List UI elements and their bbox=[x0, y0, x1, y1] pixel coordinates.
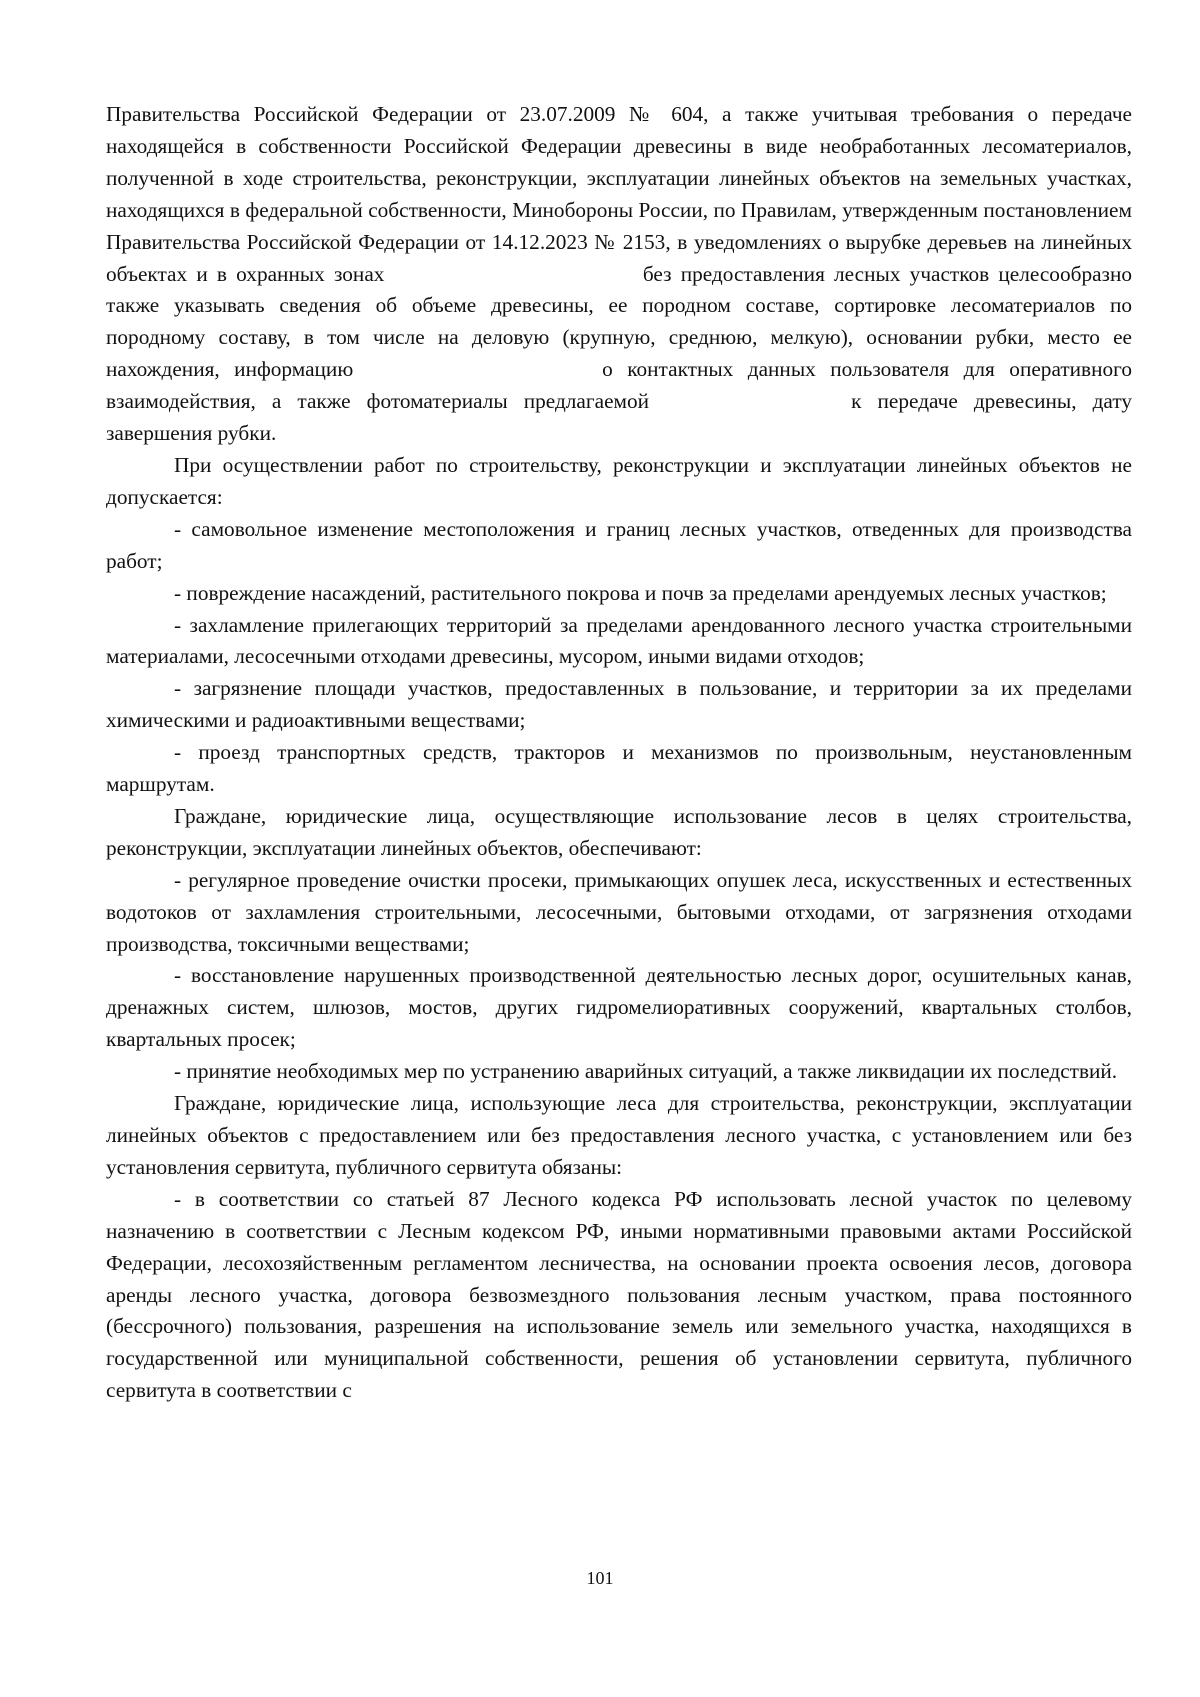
paragraph-text: без предоставления лесных участков целесообразно также указывать сведения об объеме древесины, ее породном составе, сортировке лесоматериалов по породному составу, в том числе на деловую (крупную, среднюю, мелкую), основании рубки, место ее нахождения, информацию bbox=[106, 261, 1133, 382]
list-item: - загрязнение площади участков, предоставленных в пользование, и территории за их пределами химическими и радиоактивными веществами; bbox=[106, 676, 1132, 733]
paragraph: Граждане, юридические лица, осуществляющие использование лесов в целях строительства, реконструкции, эксплуатации линейных объектов, обеспечивают: bbox=[106, 803, 1132, 860]
paragraph-text: к передаче древесины, дату завершения рубки. bbox=[106, 389, 1133, 446]
page-body bbox=[106, 99, 1132, 1407]
paragraph-continuation bbox=[106, 99, 1132, 450]
list-item: - в соответствии со статьей 87 Лесного кодекса РФ использовать лесной участок по целевому назначению в соответствии с Лесным кодексом РФ, иными нормативными правовыми актами Российской Федерации, лесохозяйственным регламентом лесничества, на основании проекта освоения лесов, договора аренды лесного участка, договора безвозмездного пользования лесным участком, права постоянного (бессрочного) пользования, разрешения на использование земель или земельного участка, находящихся в государственной или муниципальной собственности, решения об установлении сервитута, публичного сервитута в соответствии с bbox=[106, 1186, 1132, 1403]
list-item: - проезд транспортных средств, тракторов и механизмов по произвольным, неустановленным маршрутам. bbox=[106, 740, 1132, 797]
list-item: - регулярное проведение очистки просеки, примыкающих опушек леса, искусственных и естественных водотоков от захламления строительными, лесосечными, бытовыми отходами, от загрязнения отходами производства, токсичными веществами; bbox=[106, 867, 1132, 956]
list-item: - принятие необходимых мер по устранению аварийных ситуаций, а также ликвидации их последствий. bbox=[174, 1059, 1118, 1084]
paragraph-text: о контактных данных пользователя для оперативного взаимодействия, а также фотоматериалы предлагаемой bbox=[106, 357, 1132, 414]
paragraph-text: Правительства Российской Федерации от 23.07.2009 № 604, а также учитывая требования о передаче находящейся в собственности Российской Федерации древесины в виде необработанных лесоматериалов, полученной в ходе строительства, реконструкции, эксплуатации линейных объектов на земельных участках, находящихся в федеральной собственности, Минобороны России, по Правилам, утвержденным постановлением Правительства Российской Федерации от 14.12.2023 № 2153, в уведомлениях о вырубке деревьев на линейных объектах и в охранных зонах bbox=[106, 102, 1132, 286]
list-item: - восстановление нарушенных производственной деятельностью лесных дорог, осушительных канав, дренажных систем, шлюзов, мостов, других гидромелиоративных сооружений, квартальных столбов, квартальных просек; bbox=[106, 963, 1132, 1052]
list-item: - самовольное изменение местоположения и границ лесных участков, отведенных для производства работ; bbox=[106, 516, 1132, 573]
list-item: - повреждение насаждений, растительного покрова и почв за пределами арендуемых лесных участков; bbox=[174, 580, 1107, 605]
paragraph: При осуществлении работ по строительству, реконструкции и эксплуатации линейных объектов не допускается: bbox=[106, 452, 1132, 509]
page-number: 101 bbox=[586, 1568, 614, 1588]
list-item: - захламление прилегающих территорий за пределами арендованного лесного участка строительными материалами, лесосечными отходами древесины, мусором, иными видами отходов; bbox=[106, 612, 1132, 669]
paragraph: Граждане, юридические лица, использующие леса для строительства, реконструкции, эксплуатации линейных объектов с предоставлением или без предоставления лесного участка, с установлением или без установления сервитута, публичного сервитута обязаны: bbox=[106, 1091, 1132, 1179]
